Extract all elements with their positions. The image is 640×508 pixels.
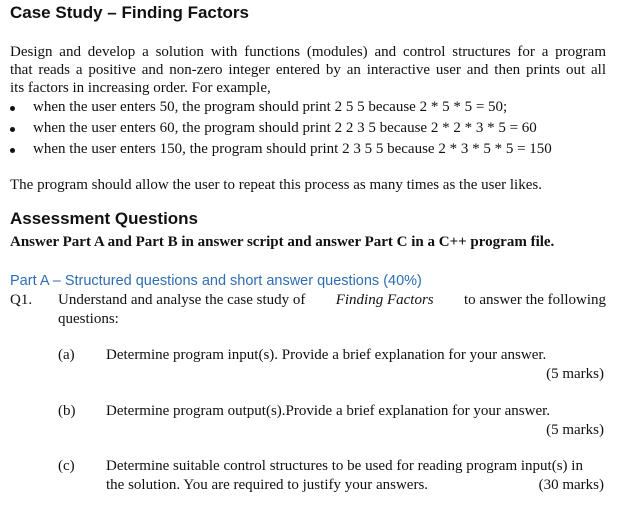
item-a-marks: (5 marks) <box>546 366 604 382</box>
bullet-icon <box>10 106 15 111</box>
page-title: Case Study – Finding Factors <box>10 3 249 22</box>
item-a-text: Determine program input(s). Provide a brief explanation for your answer. <box>106 347 547 363</box>
item-b-marks: (5 marks) <box>546 422 604 438</box>
item-c-text: Determine suitable control structures to be used for reading program input(s) in <box>106 458 583 474</box>
example-2: when the user enters 60, the program should print 2 2 3 5 because 2 * 2 * 3 * 5 = 60 <box>33 120 537 136</box>
item-b-text: Determine program output(s).Provide a brief explanation for your answer. <box>106 403 551 419</box>
question-number: Q1. <box>10 292 33 308</box>
question-text-after: to answer the following <box>463 292 606 308</box>
repeat-text: The program should allow the user to repeat this process as many times as the user likes. <box>10 177 542 193</box>
example-3: when the user enters 150, the program should print 2 3 5 5 because 2 * 3 * 5 * 5 = 150 <box>33 141 552 157</box>
bullet-icon <box>10 148 15 153</box>
intro-line-3: its factors in increasing order. For example, <box>10 80 271 96</box>
item-b-label: (b) <box>58 403 76 419</box>
case-study-name: Finding Factors <box>335 292 434 308</box>
question-text-line-1 <box>58 292 606 309</box>
item-c-marks: (30 marks) <box>538 477 604 493</box>
item-c-label: (c) <box>58 458 75 474</box>
bullet-icon <box>10 127 15 132</box>
part-a-heading: Part A – Structured questions and short answer questions (40%) <box>10 273 422 289</box>
question-text-line-2: questions: <box>58 311 119 327</box>
assessment-instruction: Answer Part A and Part B in answer script and answer Part C in a C++ program file. <box>10 234 555 250</box>
assessment-heading: Assessment Questions <box>10 209 199 228</box>
example-1: when the user enters 50, the program should print 2 5 5 because 2 * 5 * 5 = 50; <box>33 99 508 115</box>
intro-line-1: Design and develop a solution with functions (modules) and control structures for a program <box>10 44 606 60</box>
item-c-text-2: the solution. You are required to justify your answers. <box>106 477 429 493</box>
item-a-label: (a) <box>58 347 75 363</box>
question-text-before: Understand and analyse the case study of <box>58 292 306 308</box>
intro-line-2: that reads a positive and non-zero integer entered by an interactive user and then prints out all <box>10 62 606 78</box>
